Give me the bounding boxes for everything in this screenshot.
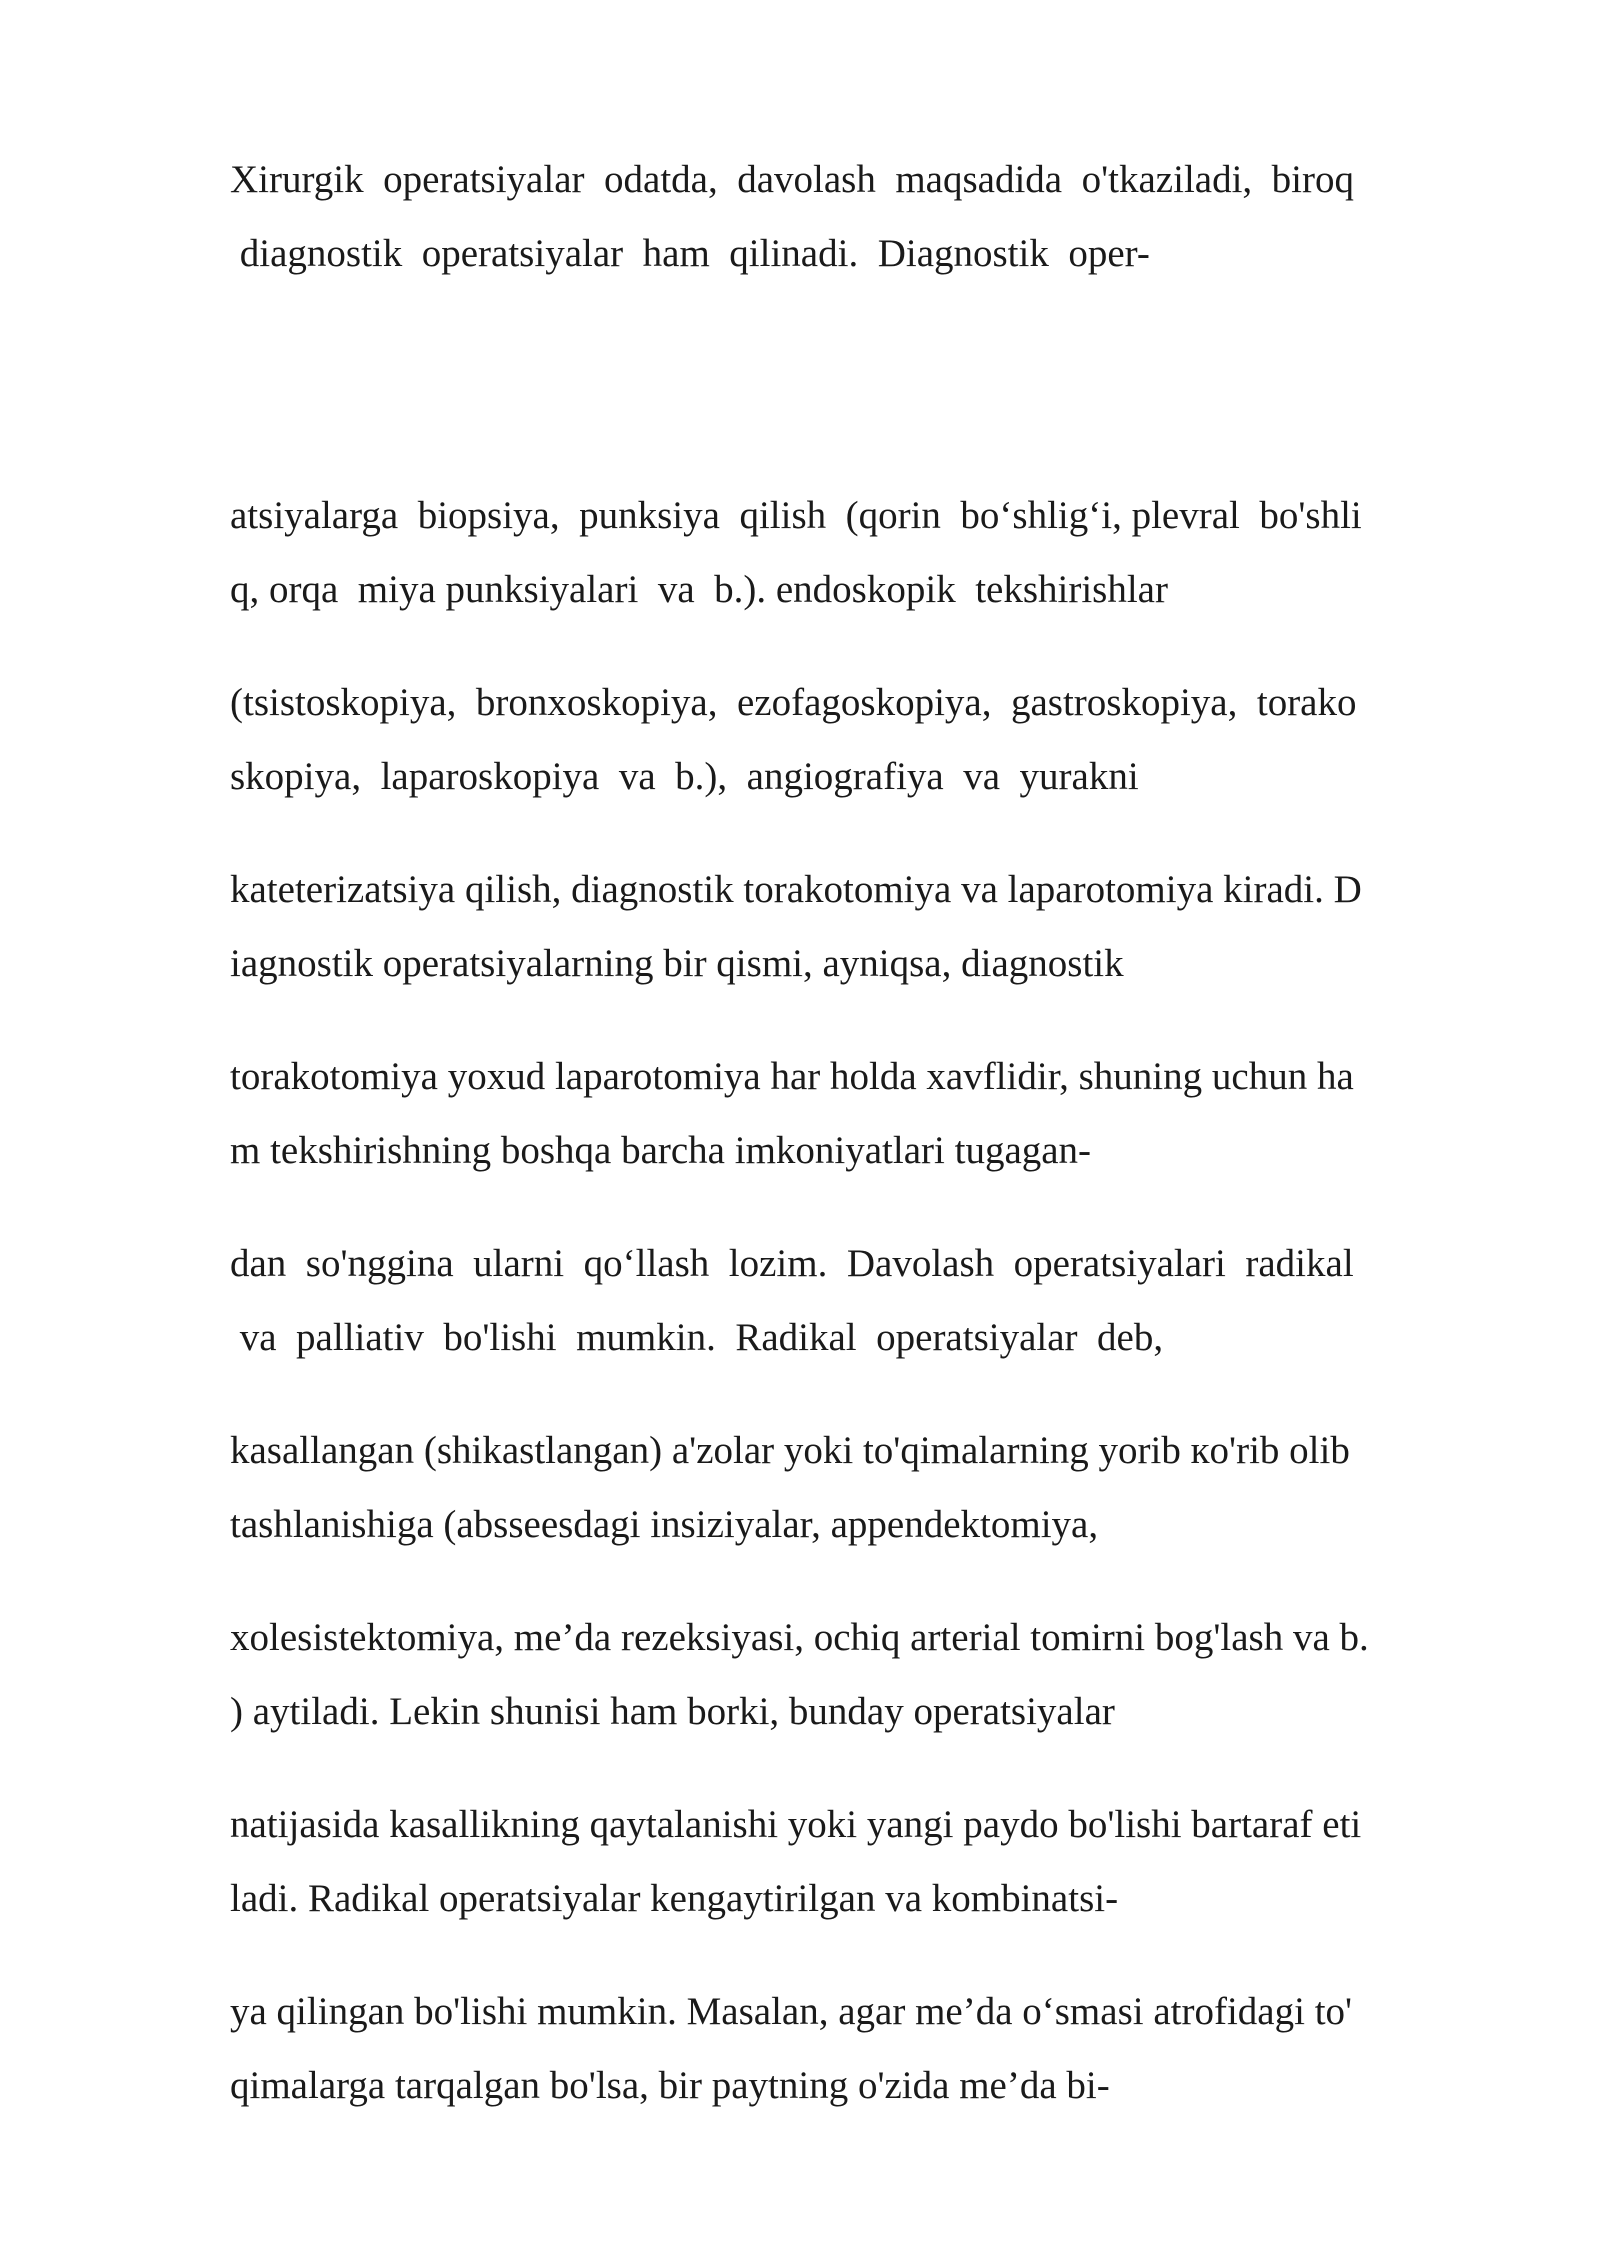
- text-line-12: va palliativ bo'lishi mumkin. Radikal operatsiyalar deb,: [230, 1316, 1164, 1359]
- text-line-4: q, orqa miya punksiyalari va b.). endoskopik tekshirishlar: [230, 568, 1168, 611]
- text-line-16: ) aytiladi. Lekin shunisi ham borki, bunday operatsiyalar: [230, 1690, 1115, 1733]
- text-line-13: kasallangan (shikastlangan) a'zolar yoki to'qimalarning yorib кo'rib olib: [230, 1429, 1350, 1472]
- text-line-5: (tsistoskopiya, bronxoskopiya, ezofagoskopiya, gastroskopiya, torako: [230, 681, 1357, 724]
- text-line-15: xolesistektomiya, me’da rezeksiyasi, ochiq arterial tomirni bog'lash va b.: [230, 1616, 1369, 1659]
- text-line-14: tashlanishiga (absseesdagi insiziyalar, appendektomiya,: [230, 1503, 1099, 1546]
- text-line-17: natijasida kasallikning qaytalanishi yoki yangi paydo bo'lishi bartaraf eti: [230, 1803, 1362, 1846]
- text-line-1: Xirurgik operatsiyalar odatda, davolash maqsadida o'tkaziladi, biroq: [230, 158, 1354, 201]
- text-line-10: m tekshirishning boshqa barcha imkoniyatlari tugagan-: [230, 1129, 1092, 1172]
- text-line-18: ladi. Radikal operatsiyalar kengaytirilgan va kombinatsi-: [230, 1877, 1119, 1920]
- text-line-3: atsiyalarga biopsiya, punksiya qilish (qorin bo‘shlig‘i, plevral bo'shli: [230, 494, 1362, 537]
- text-line-19: ya qilingan bo'lishi mumkin. Masalan, agar me’da o‘smasi atrofidagi to': [230, 1990, 1353, 2033]
- text-line-9: torakotomiya yoxud laparotomiya har holda xavflidir, shuning uchun ha: [230, 1055, 1354, 1098]
- text-line-8: iagnostik operatsiyalarning bir qismi, ayniqsa, diagnostik: [230, 942, 1124, 985]
- text-line-11: dan so'nggina ularni qo‘llash lozim. Davolash operatsiyalari radikal: [230, 1242, 1354, 1285]
- text-line-20: qimalarga tarqalgan bo'lsa, bir paytning o'zida me’da bi-: [230, 2064, 1110, 2107]
- text-line-6: skopiya, laparoskopiya va b.), angiografiya va yurakni: [230, 755, 1139, 798]
- text-line-7: kateterizatsiya qilish, diagnostik torakotomiya va laparotomiya kiradi. D: [230, 868, 1362, 911]
- text-line-2: diagnostik operatsiyalar ham qilinadi. Diagnostik oper-: [230, 232, 1150, 275]
